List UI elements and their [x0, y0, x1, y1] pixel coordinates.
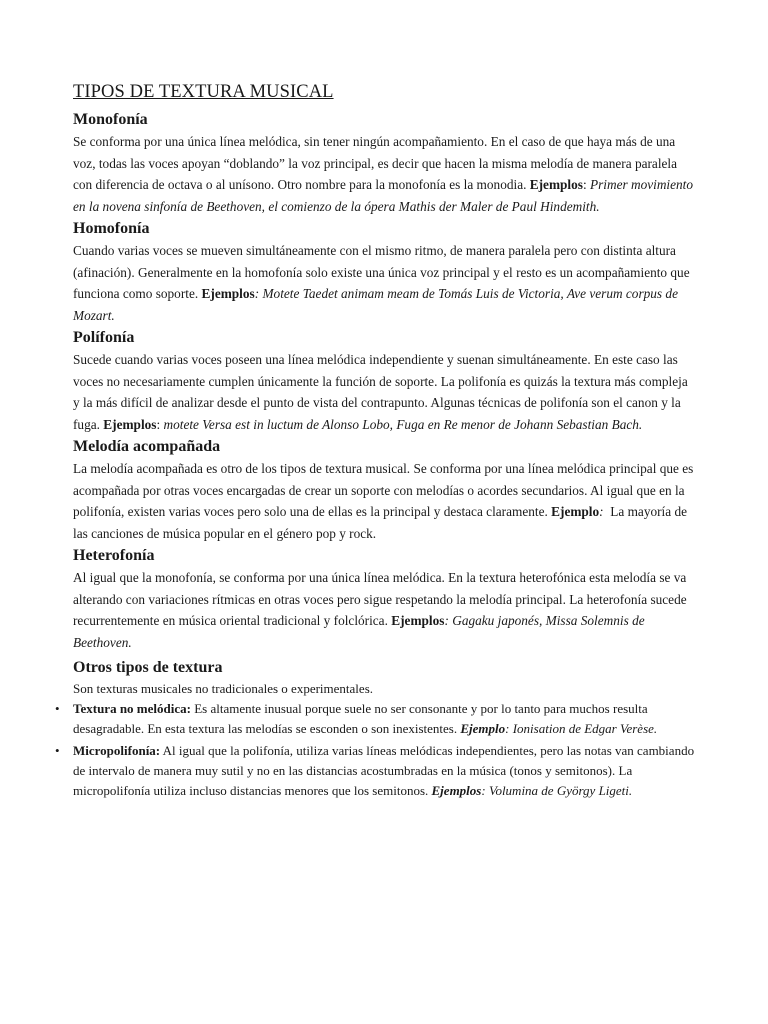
examples-label: Ejemplo: [551, 504, 600, 519]
examples-label: Ejemplo: [460, 721, 506, 736]
examples-label: Ejemplos: [431, 783, 482, 798]
section-heading: Homofonía: [73, 220, 150, 237]
examples-label: Ejemplos: [201, 286, 255, 301]
item-text: Es altamente inusual porque suele no ser consonante y por lo tanto para muchos resulta desagradable. En esta textura las melodías se esconden o son inexistentes.: [73, 701, 648, 736]
section-text: Se conforma por una única línea melódica, sin tener ningún acompañamiento. En el caso de que haya más de una voz, todas las voces apoyan “doblando” la voz principal, es decir que hacen la misma melodía de manera paralela con diferencia de octava o al unísono. Otro nombre para la monofonía es la monodia.: [73, 134, 678, 192]
section-otros-tipos: [55, 657, 697, 801]
section-body: [73, 240, 697, 326]
examples-label: Ejemplos: [103, 416, 157, 432]
examples-text: motete Versa est in luctum de Alonso Lobo, Fuga en Re menor de Johann Sebastian Bach.: [163, 416, 643, 432]
section-melodia-acompanada: [73, 436, 697, 544]
section-text: Sucede cuando varias voces poseen una línea melódica independiente y suenan simultáneamente. En este caso las voces no necesariamente cumplen únicamente la función de soporte. La polifonía es quizás la textura más compleja y la más difícil de analizar desde el punto de vista del contrapunto. Algunas técnicas de polifonía son el canon y la fuga.: [73, 352, 688, 432]
section-body: [73, 567, 697, 653]
section-body: [73, 349, 697, 435]
section-homofonia: [73, 218, 697, 326]
section-polifonia: [73, 327, 697, 435]
section-monofonia: [73, 109, 697, 217]
examples-text: Primer movimiento en la novena sinfonía de Beethoven, el comienzo de la ópera Mathis der Maler de Paul Hindemith.: [73, 177, 694, 214]
examples-label: Ejemplos: [391, 613, 445, 628]
item-text: Al igual que la polifonía, utiliza varias líneas melódicas independientes, pero las notas van cambiando de intervalo de manera muy sutil y no en las distancias acostumbradas en la música (tonos y semitonos). La micropolifonía utiliza incluso distancias menores que los semitonos.: [73, 743, 695, 798]
section-heading: Melodía acompañada: [73, 438, 221, 455]
examples-text: Gagaku japonés, Missa Solemnis de Beethoven.: [73, 613, 645, 650]
bullet-list: [55, 699, 697, 801]
section-heading: Heterofonía: [73, 547, 155, 564]
section-body: [73, 131, 697, 217]
section-heading: Monofonía: [73, 111, 148, 128]
section-body: [73, 458, 697, 544]
examples-sep: :: [582, 177, 590, 192]
item-term: Textura no melódica:: [73, 701, 191, 716]
examples-text: Motete Taedet animam meam de Tomás Luis de Victoria, Ave verum corpus de Mozart.: [73, 286, 678, 323]
examples-text: La mayoría de las canciones de música popular en el género pop y rock.: [73, 504, 688, 541]
list-item: [55, 741, 697, 801]
section-heading: Polífonía: [73, 329, 135, 346]
document-title: TIPOS DE TEXTURA MUSICAL: [73, 82, 334, 102]
section-intro: Son texturas musicales no tradicionales o experimentales.: [73, 681, 373, 696]
section-text: La melodía acompañada es otro de los tipos de textura musical. Se conforma por una línea melódica principal que es acompañada por otras voces encargadas de crear un soporte con melodías o acordes secundarios. Al igual que en la polifonía, existen varias voces pero solo una de ellas es la principal y destaca claramente.: [73, 461, 694, 519]
section-heterofonia: [73, 545, 697, 653]
bullet-icon: •: [55, 701, 60, 716]
examples-sep: :: [156, 416, 164, 432]
section-heading: Otros tipos de textura: [73, 659, 223, 676]
examples-text: : Volumina de György Ligeti.: [481, 783, 633, 798]
bullet-icon: •: [55, 743, 60, 758]
document-content: [55, 80, 697, 803]
item-term: Micropolifonía:: [73, 743, 161, 758]
examples-sep: :: [444, 613, 453, 628]
section-text: Cuando varias voces se mueven simultáneamente con el mismo ritmo, de manera paralela pero con distinta altura (afinación). Generalmente en la homofonía solo existe una única voz principal y el resto es un acompañamiento que funciona como soporte.: [73, 243, 690, 301]
examples-text: : Ionisation de Edgar Verèse.: [505, 721, 658, 736]
list-item: [55, 699, 697, 739]
section-text: Al igual que la monofonía, se conforma por una única línea melódica. En la textura heterofónica esta melodía se va alterando con variaciones rítmicas en otras voces pero sigue respetando la melodía principal. La heterofonía sucede recurrentemente en música oriental tradicional y folclórica.: [73, 570, 687, 628]
examples-sep: :: [599, 504, 611, 519]
examples-label: Ejemplos: [529, 177, 583, 192]
examples-sep: :: [254, 286, 263, 301]
